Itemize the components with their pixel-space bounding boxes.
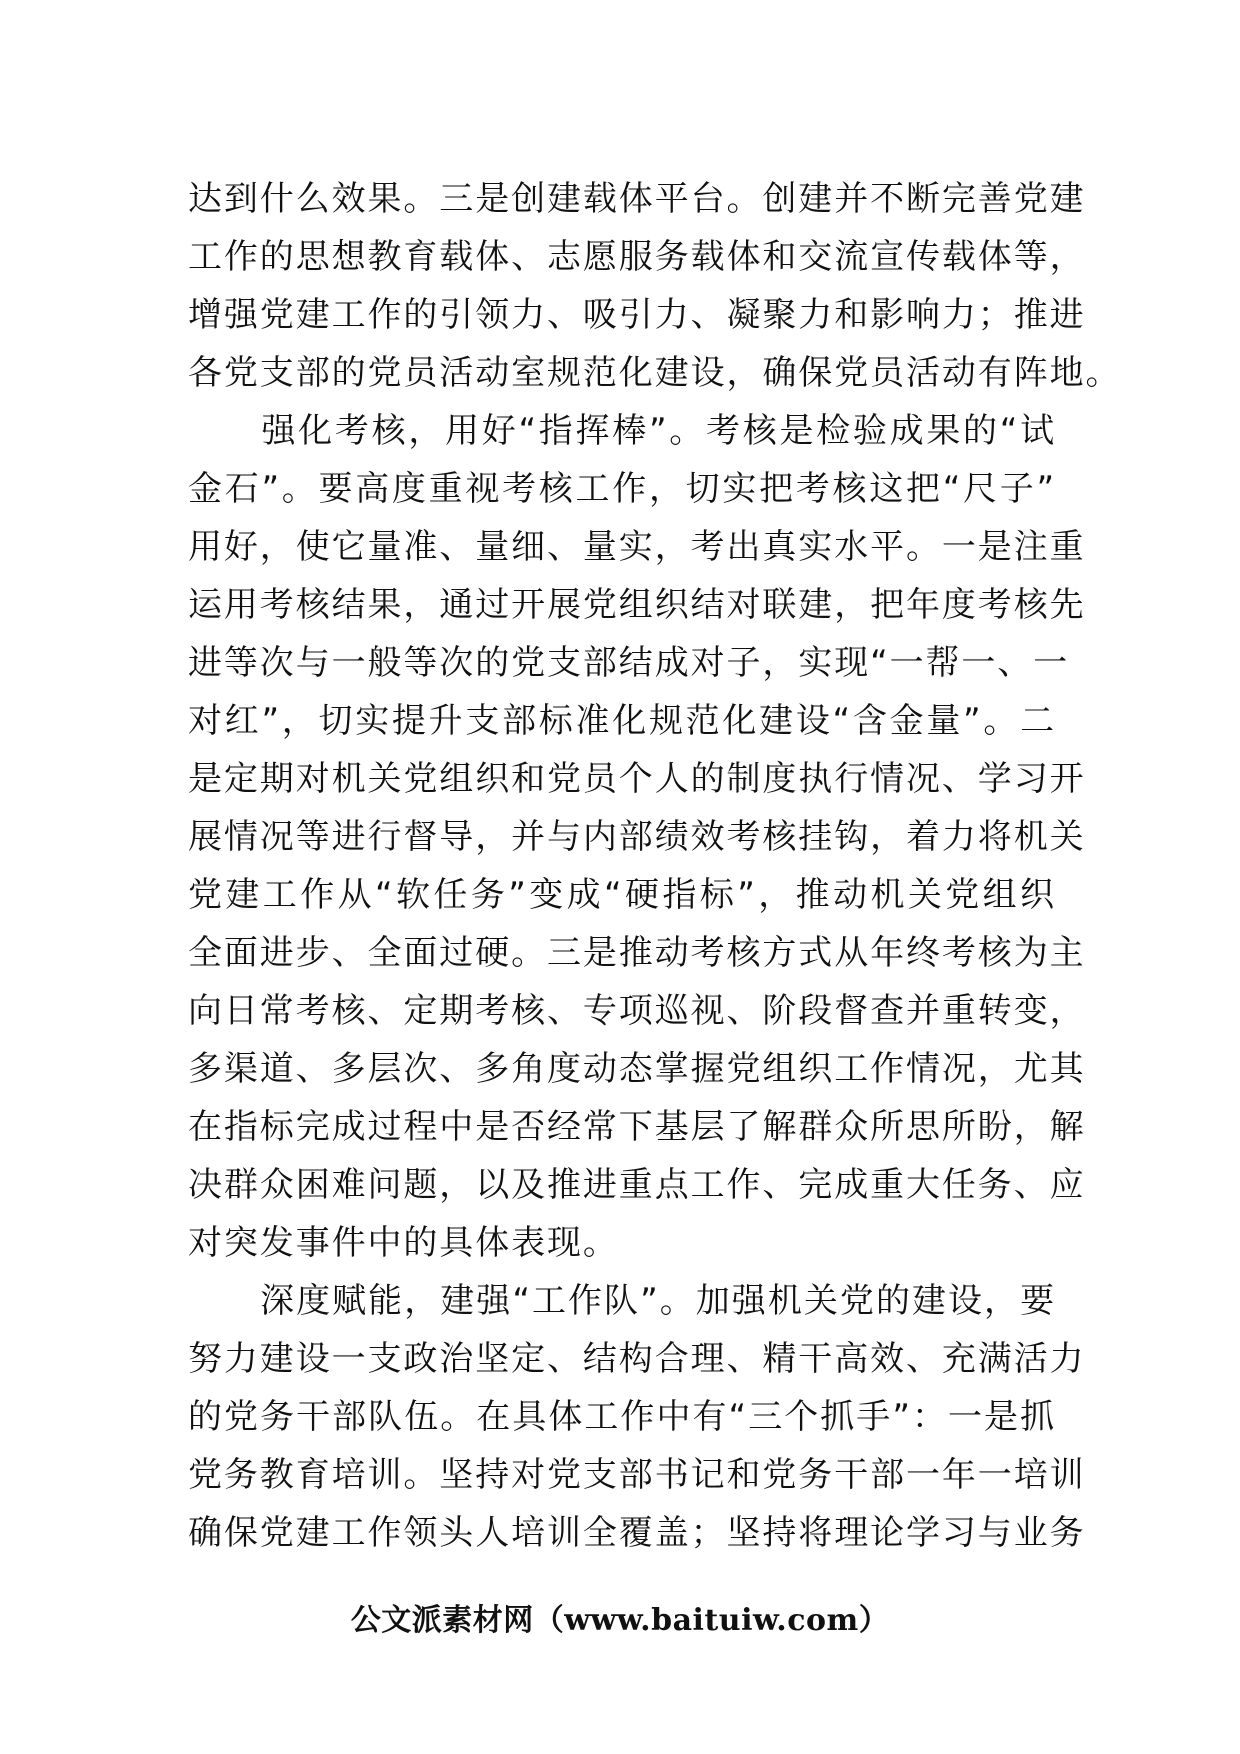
text-line: 工作的思想教育载体、志愿服务载体和交流宣传载体等， xyxy=(188,237,1086,277)
text-line: 确保党建工作领头人培训全覆盖；坚持将理论学习与业务 xyxy=(188,1513,1086,1553)
text-line: 党务教育培训。坚持对党支部书记和党务干部一年一培训 xyxy=(188,1455,1086,1495)
text-line: 运用考核结果，通过开展党组织结对联建，把年度考核先 xyxy=(188,585,1086,625)
text-line: 金石”。要高度重视考核工作，切实把考核这把“尺子” xyxy=(188,469,1056,509)
text-line: 努力建设一支政治坚定、结构合理、精干高效、充满活力 xyxy=(188,1339,1086,1379)
text-line: 党建工作从“软任务”变成“硬指标”，推动机关党组织 xyxy=(188,875,1056,915)
text-line: 在指标完成过程中是否经常下基层了解群众所思所盼，解 xyxy=(188,1107,1086,1147)
body-text xyxy=(188,170,1122,1562)
footer-watermark: 公文派素材网（www.baituiw.com） xyxy=(350,1603,890,1638)
text-line: 向日常考核、定期考核、专项巡视、阶段督查并重转变， xyxy=(188,991,1086,1031)
text-line: 展情况等进行督导，并与内部绩效考核挂钩，着力将机关 xyxy=(188,817,1086,857)
text-line: 达到什么效果。三是创建载体平台。创建并不断完善党建 xyxy=(188,179,1086,219)
text-line: 的党务干部队伍。在具体工作中有“三个抓手”：一是抓 xyxy=(188,1397,1056,1437)
text-line: 进等次与一般等次的党支部结成对子，实现“一帮一、一 xyxy=(188,643,1070,683)
text-line: 强化考核，用好“指挥棒”。考核是检验成果的“试 xyxy=(188,411,1056,451)
text-line: 多渠道、多层次、多角度动态掌握党组织工作情况，尤其 xyxy=(188,1049,1086,1089)
text-line: 对突发事件中的具体表现。 xyxy=(188,1223,619,1263)
text-line: 是定期对机关党组织和党员个人的制度执行情况、学习开 xyxy=(188,759,1086,799)
text-line: 对红”，切实提升支部标准化规范化建设“含金量”。二 xyxy=(188,701,1056,741)
text-line: 增强党建工作的引领力、吸引力、凝聚力和影响力；推进 xyxy=(188,295,1086,335)
text-line: 决群众困难问题，以及推进重点工作、完成重大任务、应 xyxy=(188,1165,1086,1205)
text-line: 用好，使它量准、量细、量实，考出真实水平。一是注重 xyxy=(188,527,1086,567)
text-line: 深度赋能，建强“工作队”。加强机关党的建设，要 xyxy=(188,1281,1056,1321)
text-line: 各党支部的党员活动室规范化建设，确保党员活动有阵地。 xyxy=(188,353,1122,393)
text-line: 全面进步、全面过硬。三是推动考核方式从年终考核为主 xyxy=(188,933,1086,973)
